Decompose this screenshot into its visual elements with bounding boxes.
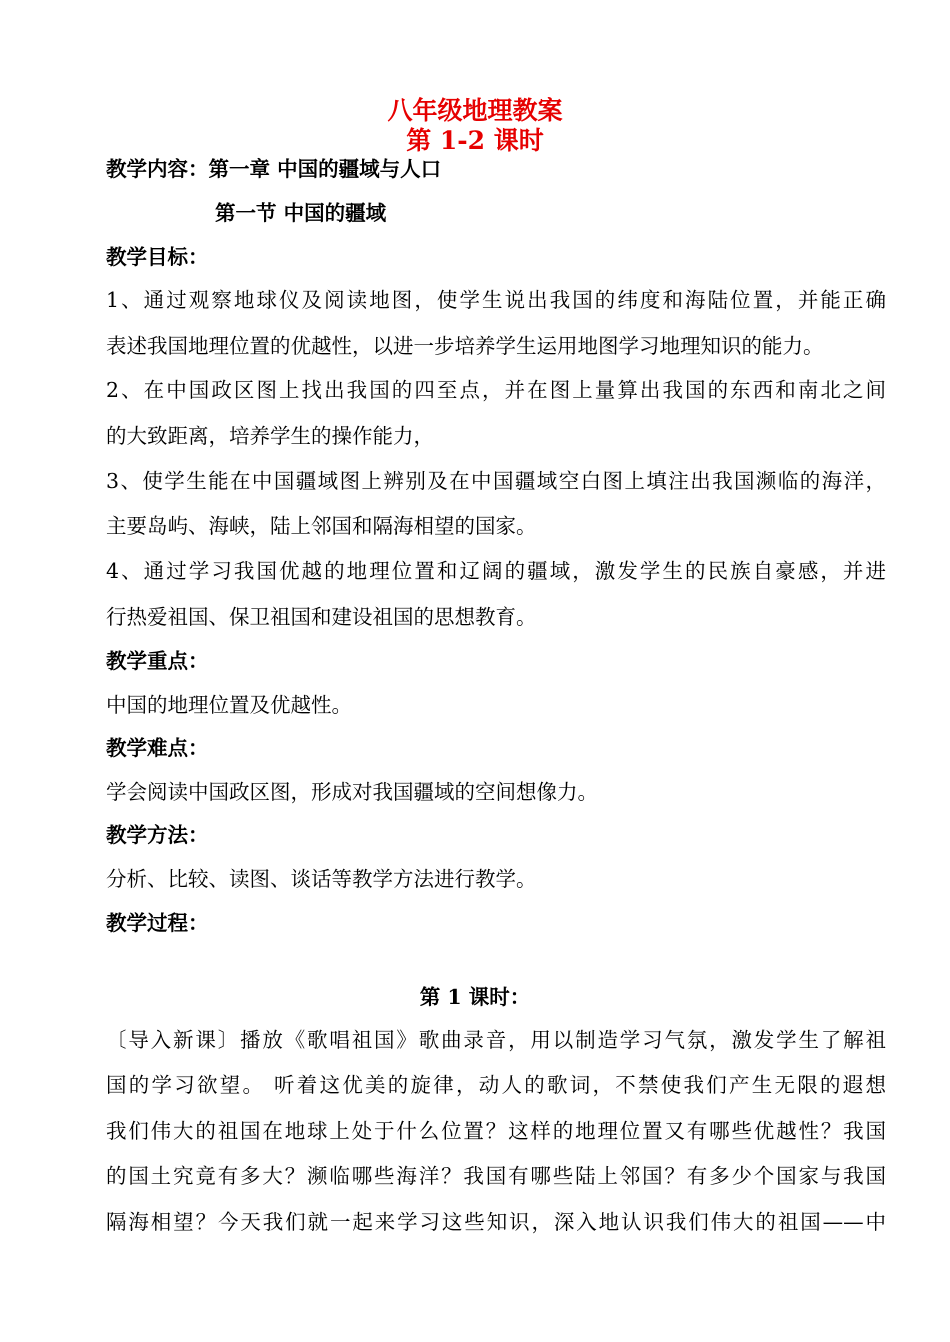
lesson1-line: 我们伟大的祖国在地球上处于什么位置？这样的地理位置又有哪些优越性？我国 <box>106 1119 886 1143</box>
lesson1-line: 〔导入新课〕播放《歌唱祖国》歌曲录音，用以制造学习气氛，激发学生了解祖 <box>106 1028 886 1052</box>
methods-text: 分析、比较、读图、谈话等教学方法进行教学。 <box>106 867 537 891</box>
difficulties-heading: 教学难点： <box>106 736 209 760</box>
lesson1-line: 的国土究竟有多大？濒临哪些海洋？我国有哪些陆上邻国？有多少个国家与我国 <box>106 1164 886 1188</box>
lesson-hours-title: 第 1-2 课时 <box>406 126 544 155</box>
key-points-heading: 教学重点： <box>106 649 209 673</box>
difficulties-text: 学会阅读中国政区图，形成对我国疆域的空间想像力。 <box>106 780 598 804</box>
objective-line: 表述我国地理位置的优越性，以进一步培养学生运用地图学习地理知识的能力。 <box>106 334 824 358</box>
objective-line: 4、通过学习我国优越的地理位置和辽阔的疆域，激发学生的民族自豪感，并进 <box>106 559 886 583</box>
lesson1-heading: 第 1 课时： <box>419 985 531 1009</box>
objective-line: 主要岛屿、海峡，陆上邻国和隔海相望的国家。 <box>106 514 537 538</box>
section-label: 第一节 中国的疆域 <box>215 201 387 225</box>
lesson1-line: 隔海相望？今天我们就一起来学习这些知识，深入地认识我们伟大的祖国——中 <box>106 1210 886 1234</box>
key-points-text: 中国的地理位置及优越性。 <box>106 693 352 717</box>
methods-heading: 教学方法： <box>106 823 209 847</box>
objective-line: 2、在中国政区图上找出我国的四至点，并在图上量算出我国的东西和南北之间 <box>106 378 886 402</box>
objective-line: 3、使学生能在中国疆域图上辨别及在中国疆域空白图上填注出我国濒临的海洋， <box>106 469 886 493</box>
objective-line: 行热爱祖国、保卫祖国和建设祖国的思想教育。 <box>106 605 537 629</box>
objective-line: 的大致距离，培养学生的操作能力， <box>106 424 434 448</box>
objectives-heading: 教学目标： <box>106 245 209 269</box>
content-label: 教学内容：第一章 中国的疆域与人口 <box>106 157 442 181</box>
process-heading: 教学过程： <box>106 911 209 935</box>
objective-line: 1、通过观察地球仪及阅读地图，使学生说出我国的纬度和海陆位置，并能正确 <box>106 288 886 312</box>
lesson1-line: 国的学习欲望。 听着这优美的旋律，动人的歌词，不禁使我们产生无限的遐想 <box>106 1073 886 1097</box>
document-title: 八年级地理教案 <box>387 96 563 125</box>
